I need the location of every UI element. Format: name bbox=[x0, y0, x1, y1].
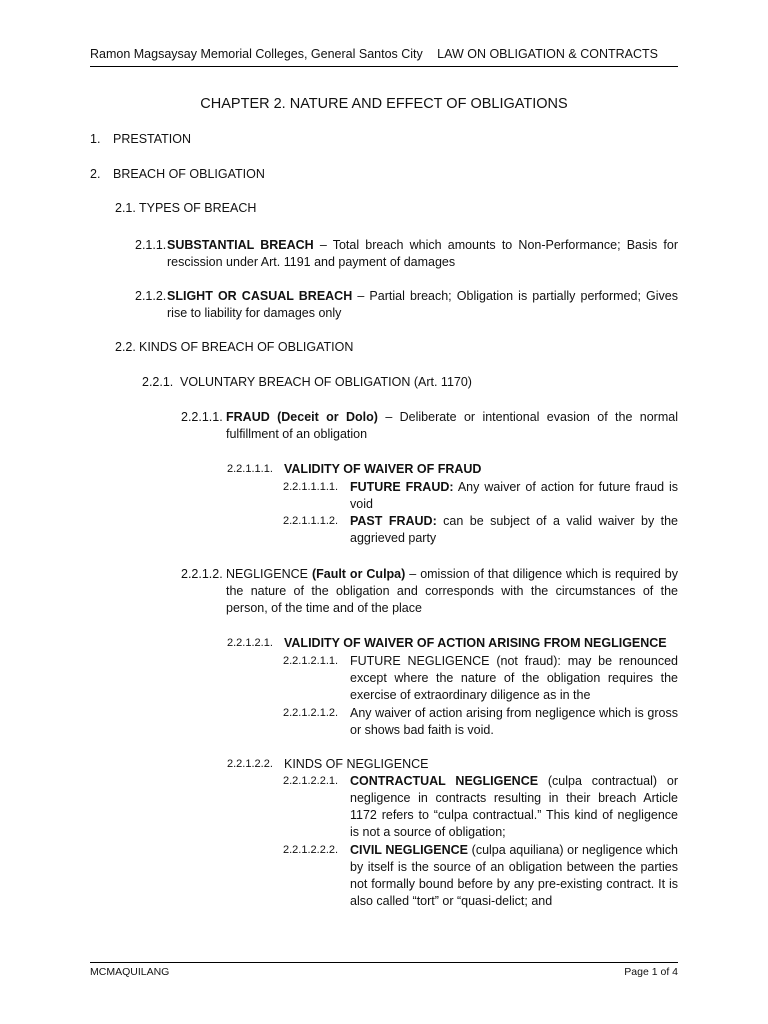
item-number: 1. bbox=[90, 132, 101, 146]
footer-divider bbox=[90, 962, 678, 963]
item-number: 2.1. bbox=[115, 201, 136, 215]
outline-item-2-1-2 bbox=[135, 288, 678, 322]
page-number: Page 1 of 4 bbox=[624, 966, 678, 978]
outline-item-2-2-1-2-2 bbox=[227, 756, 678, 773]
outline-item-2-2-1-2-1 bbox=[227, 635, 678, 652]
item-number: 2.2.1.2.2. bbox=[227, 758, 273, 770]
item-heading: VALIDITY OF WAIVER OF ACTION ARISING FROM NEGLIGENCE bbox=[284, 636, 667, 650]
outline-item-2-2-1 bbox=[142, 374, 472, 391]
item-number: 2.2. bbox=[115, 340, 136, 354]
item-heading: PAST FRAUD: bbox=[350, 514, 437, 528]
item-heading: SUBSTANTIAL BREACH bbox=[167, 238, 314, 252]
item-heading: TYPES OF BREACH bbox=[139, 201, 257, 215]
item-number: 2.2.1.2. bbox=[181, 567, 223, 581]
item-text: – Partial breach; Obligation is partially performed; Gives rise to liability for damages only bbox=[167, 289, 678, 320]
item-heading: SLIGHT OR CASUAL BREACH bbox=[167, 289, 353, 303]
item-heading: CONTRACTUAL NEGLIGENCE bbox=[350, 774, 539, 788]
outline-item-2-2 bbox=[115, 339, 353, 356]
item-number: 2.1.2. bbox=[135, 289, 167, 303]
outline-item-2-2-1-1-1 bbox=[227, 461, 678, 478]
item-number: 2.2.1. bbox=[142, 375, 174, 389]
item-alias: (Fault or Culpa) bbox=[307, 567, 406, 581]
footer-author: MCMAQUILANG bbox=[90, 966, 170, 978]
header-divider bbox=[90, 66, 678, 67]
item-alias: (Deceit or Dolo) bbox=[269, 410, 378, 424]
item-text: Any waiver of action for future fraud is void bbox=[350, 480, 678, 511]
item-text: (culpa aquiliana) or negligence which by itself is the source of an obligation between the parties not formally bound before by any pre-existing contract. It is also called “tort” or “quasi-delict; and bbox=[350, 843, 679, 908]
item-heading: CIVIL NEGLIGENCE bbox=[350, 843, 469, 857]
outline-item-2-2-1-1-1-1 bbox=[283, 479, 678, 513]
item-number: 2. bbox=[90, 167, 101, 181]
item-heading: KINDS OF NEGLIGENCE bbox=[284, 757, 429, 771]
header-course: LAW ON OBLIGATION & CONTRACTS bbox=[437, 47, 658, 61]
item-heading: NEGLIGENCE bbox=[226, 567, 308, 581]
outline-item-2-1-1 bbox=[135, 237, 678, 271]
item-number: 2.2.1.1.1. bbox=[227, 463, 273, 475]
header-institution: Ramon Magsaysay Memorial Colleges, General Santos City bbox=[90, 47, 423, 61]
outline-item-2-1 bbox=[115, 200, 256, 217]
item-text: FUTURE NEGLIGENCE (not fraud): may be renounced except where the nature of the obligation requires the exercise of extraordinary diligence as in the bbox=[350, 654, 678, 702]
outline-item-2-2-1-1 bbox=[181, 409, 678, 443]
item-text: Any waiver of action arising from negligence which is gross or shows bad faith is void. bbox=[350, 706, 678, 737]
outline-item-2 bbox=[90, 166, 265, 183]
item-heading: KINDS OF BREACH OF OBLIGATION bbox=[139, 340, 354, 354]
item-number: 2.2.1.1.1.2. bbox=[283, 515, 339, 527]
item-heading: PRESTATION bbox=[113, 132, 192, 146]
item-number: 2.2.1.2.1.2. bbox=[283, 707, 339, 719]
item-number: 2.2.1.2.1. bbox=[227, 637, 273, 649]
item-number: 2.2.1.1. bbox=[181, 410, 223, 424]
outline-item-2-2-1-2-1-2 bbox=[283, 705, 678, 739]
chapter-title: CHAPTER 2. NATURE AND EFFECT OF OBLIGATIONS bbox=[200, 96, 568, 112]
item-number: 2.1.1. bbox=[135, 238, 167, 252]
item-heading: VALIDITY OF WAIVER OF FRAUD bbox=[284, 462, 482, 476]
item-number: 2.2.1.2.2.1. bbox=[283, 775, 339, 787]
item-text: – Deliberate or intentional evasion of the normal fulfillment of an obligation bbox=[226, 410, 678, 441]
item-heading: VOLUNTARY BREACH OF OBLIGATION bbox=[180, 375, 411, 389]
outline-item-1 bbox=[90, 131, 191, 148]
outline-item-2-2-1-1-1-2 bbox=[283, 513, 678, 547]
item-heading: BREACH OF OBLIGATION bbox=[113, 167, 265, 181]
outline-item-2-2-1-2-2-2 bbox=[283, 842, 678, 910]
outline-item-2-2-1-2 bbox=[181, 566, 678, 617]
item-text: (culpa contractual) or negligence in contracts resulting in their breach Article 1172 refers to “culpa contractual.” This kind of negligence is not a source of obligation; bbox=[350, 774, 678, 839]
page-header bbox=[90, 47, 678, 61]
outline-item-2-2-1-2-1-1 bbox=[283, 653, 678, 704]
item-heading: FUTURE FRAUD: bbox=[350, 480, 454, 494]
page-footer bbox=[90, 966, 678, 978]
item-text: can be subject of a valid waiver by the aggrieved party bbox=[350, 514, 678, 545]
item-heading: FRAUD bbox=[226, 410, 270, 424]
item-reference: (Art. 1170) bbox=[410, 375, 472, 389]
outline-item-2-2-1-2-2-1 bbox=[283, 773, 678, 841]
item-number: 2.2.1.2.2.2. bbox=[283, 844, 339, 856]
item-text: – Total breach which amounts to Non-Performance; Basis for rescission under Art. 1191 and payment of damages bbox=[167, 238, 678, 269]
item-number: 2.2.1.2.1.1. bbox=[283, 655, 339, 667]
item-number: 2.2.1.1.1.1. bbox=[283, 481, 339, 493]
item-text: – omission of that diligence which is required by the nature of the obligation and corresponds with the circumstances of the person, of the time and of the place bbox=[226, 567, 678, 615]
